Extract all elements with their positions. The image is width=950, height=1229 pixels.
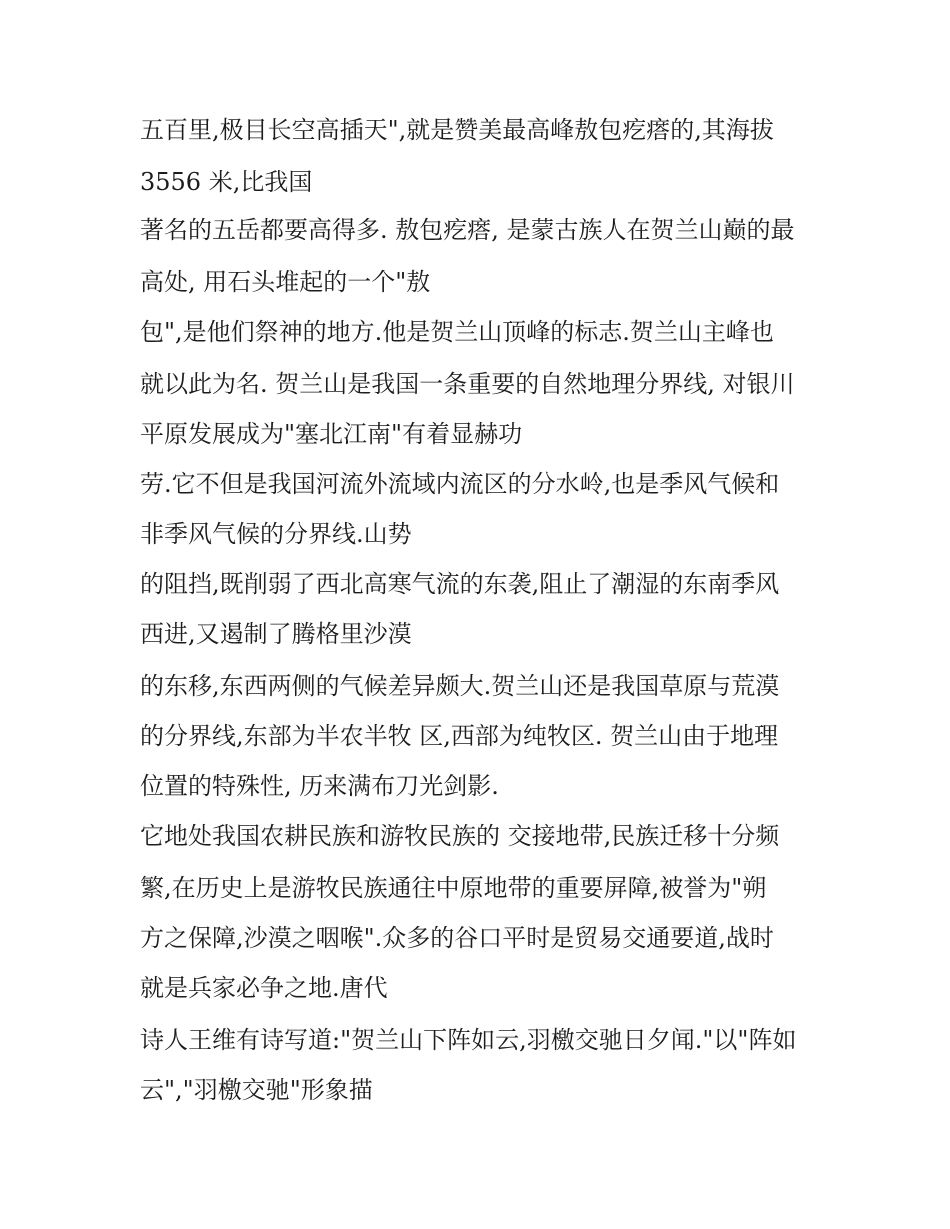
text-line: 包",是他们祭神的地方.他是贺兰山顶峰的标志.贺兰山主峰也 — [140, 318, 774, 346]
text-line: 非季风气候的分界线.山势 — [140, 520, 412, 548]
text-line: 诗人王维有诗写道:"贺兰山下阵如云,羽檄交驰日夕闻."以"阵如 — [140, 1026, 797, 1054]
text-line: 3556 米,比我国 — [140, 168, 313, 196]
text-line: 它地处我国农耕民族和游牧民族的 交接地带,民族迁移十分频 — [140, 822, 780, 850]
text-line: 的东移,东西两侧的气候差异颇大.贺兰山还是我国草原与荒漠 — [140, 672, 780, 700]
text-line: 著名的五岳都要高得多. 敖包疙瘩, 是蒙古族人在贺兰山巅的最 — [140, 216, 795, 244]
text-line: 就以此为名. 贺兰山是我国一条重要的自然地理分界线, 对银川 — [140, 370, 795, 398]
text-line: 位置的特殊性, 历来满布刀光剑影. — [140, 772, 499, 800]
text-line: 的分界线,东部为半农半牧 区,西部为纯牧区. 贺兰山由于地理 — [140, 722, 779, 750]
text-line: 繁,在历史上是游牧民族通往中原地带的重要屏障,被誉为"朔 — [140, 874, 767, 902]
text-line: 劳.它不但是我国河流外流域内流区的分水岭,也是季风气候和 — [140, 470, 780, 498]
text-line: 高处, 用石头堆起的一个"敖 — [140, 268, 431, 296]
text-line: 的阻挡,既削弱了西北高寒气流的东袭,阻止了潮湿的东南季风 — [140, 570, 780, 598]
text-line: 方之保障,沙漠之咽喉".众多的谷口平时是贸易交通要道,战时 — [140, 924, 774, 952]
text-line: 就是兵家必争之地.唐代 — [140, 974, 388, 1002]
text-line: 云","羽檄交驰"形象描 — [140, 1076, 373, 1104]
text-line: 西进,又遏制了腾格里沙漠 — [140, 620, 412, 648]
text-line: 平原发展成为"塞北江南"有着显赫功 — [140, 420, 523, 448]
text-line: 五百里,极目长空高插天",就是赞美最高峰敖包疙瘩的,其海拔 — [140, 116, 774, 144]
